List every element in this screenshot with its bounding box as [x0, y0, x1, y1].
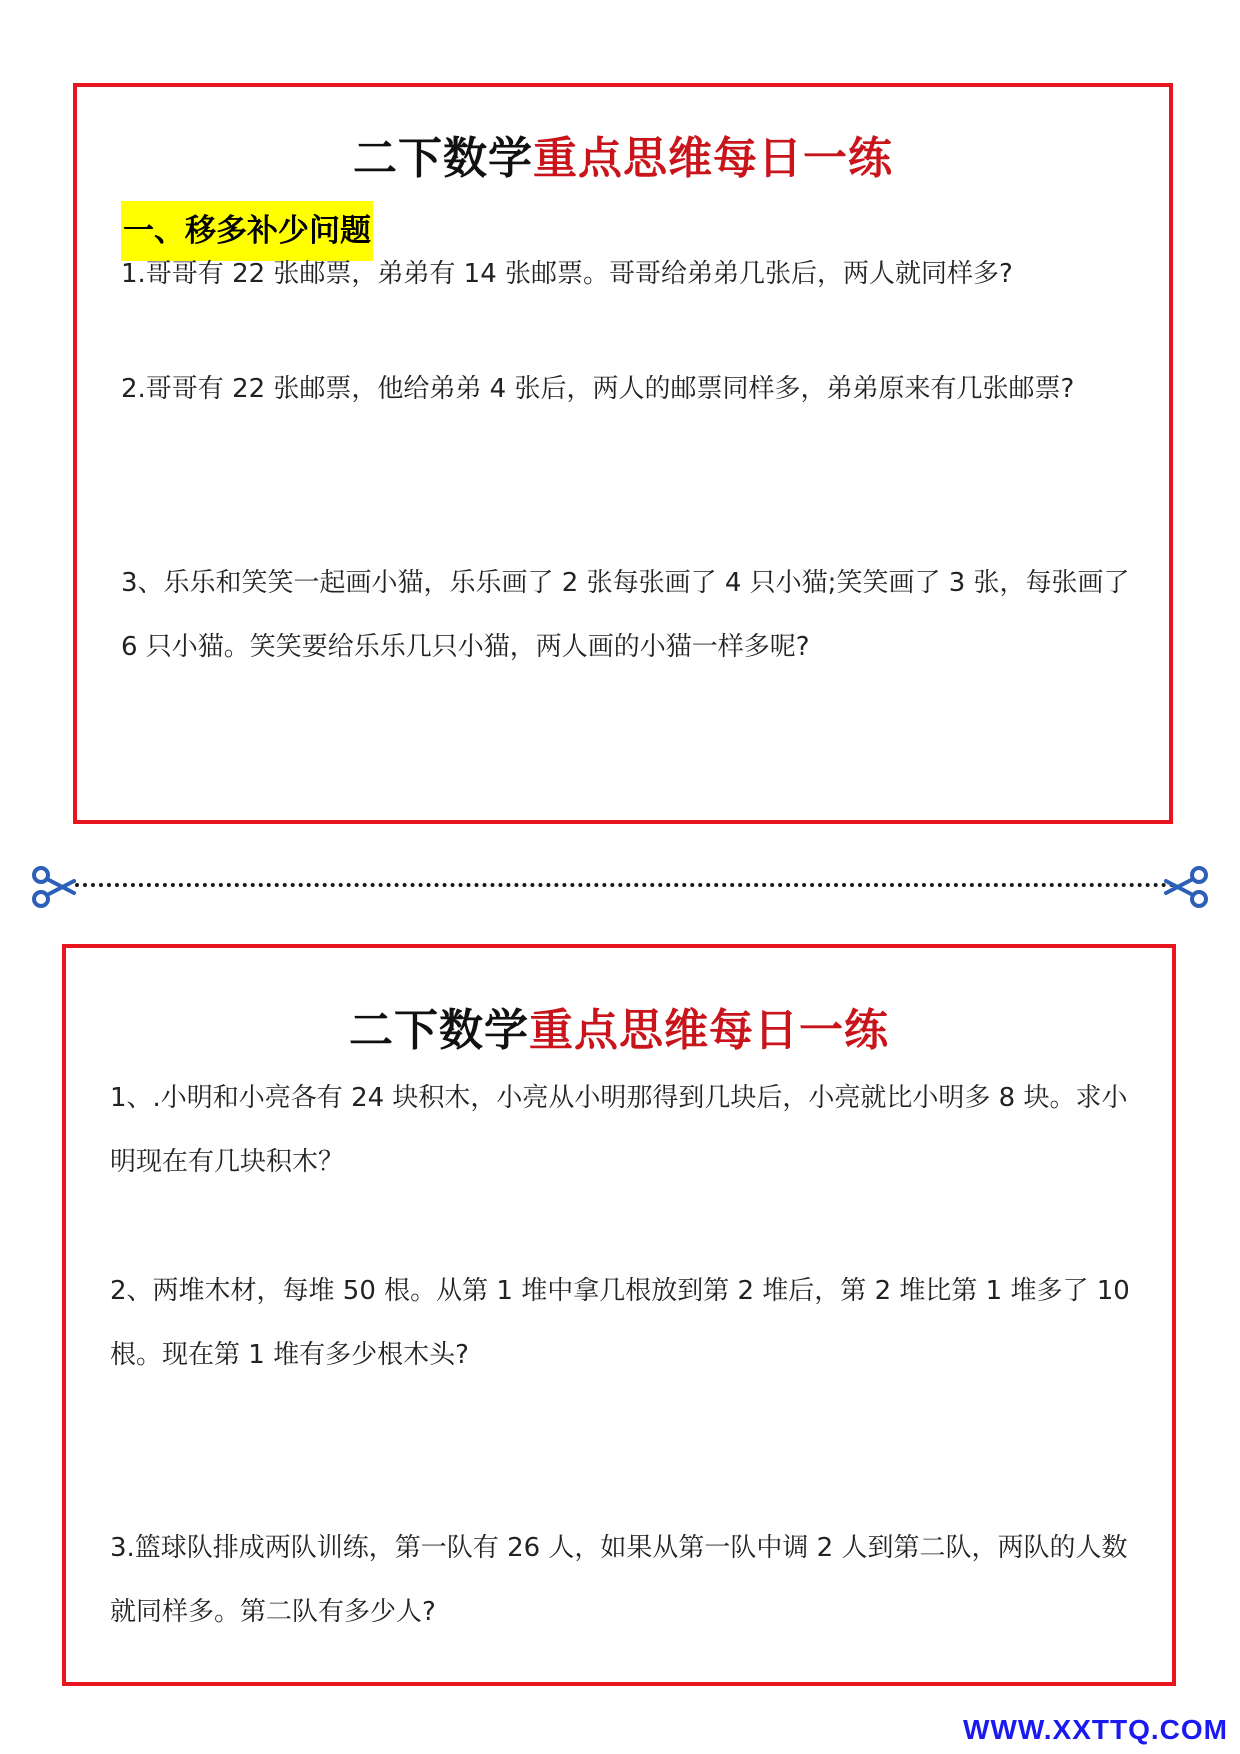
- site-watermark: WWW.XXTTQ.COM: [963, 1714, 1228, 1745]
- card-title: 二下数学重点思维每日一练: [349, 1005, 889, 1056]
- question-2: 2.哥哥有 22 张邮票，他给弟弟 4 张后，两人的邮票同样多，弟弟原来有几张邮票?: [121, 374, 1075, 404]
- question-3: 3、乐乐和笑笑一起画小猫，乐乐画了 2 张每张画了 4 只小猫;笑笑画了 3 张，每张画了 6 只小猫。笑笑要给乐乐几只小猫，两人画的小猫一样多呢?: [121, 568, 1130, 662]
- worksheet-card-2: [62, 944, 1176, 1686]
- scissors-icon: [1164, 866, 1210, 908]
- section-heading: 一、移多补少问题: [121, 201, 373, 261]
- question-2: 2、两堆木材，每堆 50 根。从第 1 堆中拿几根放到第 2 堆后，第 2 堆比第 1 堆多了 10 根。现在第 1 堆有多少根木头?: [110, 1276, 1130, 1370]
- cut-line: [75, 883, 1175, 887]
- question-3: 3.篮球队排成两队训练，第一队有 26 人，如果从第一队中调 2 人到第二队，两队的人数就同样多。第二队有多少人?: [110, 1533, 1128, 1627]
- question-1: 1.哥哥有 22 张邮票，弟弟有 14 张邮票。哥哥给弟弟几张后，两人就同样多?: [121, 259, 1013, 289]
- question-1: 1、.小明和小亮各有 24 块积木，小亮从小明那得到几块后，小亮就比小明多 8 块。求小明现在有几块积木？: [110, 1083, 1128, 1177]
- scissors-icon: [30, 866, 76, 908]
- worksheet-card-1: [73, 83, 1173, 824]
- card-title: 二下数学重点思维每日一练: [353, 133, 893, 184]
